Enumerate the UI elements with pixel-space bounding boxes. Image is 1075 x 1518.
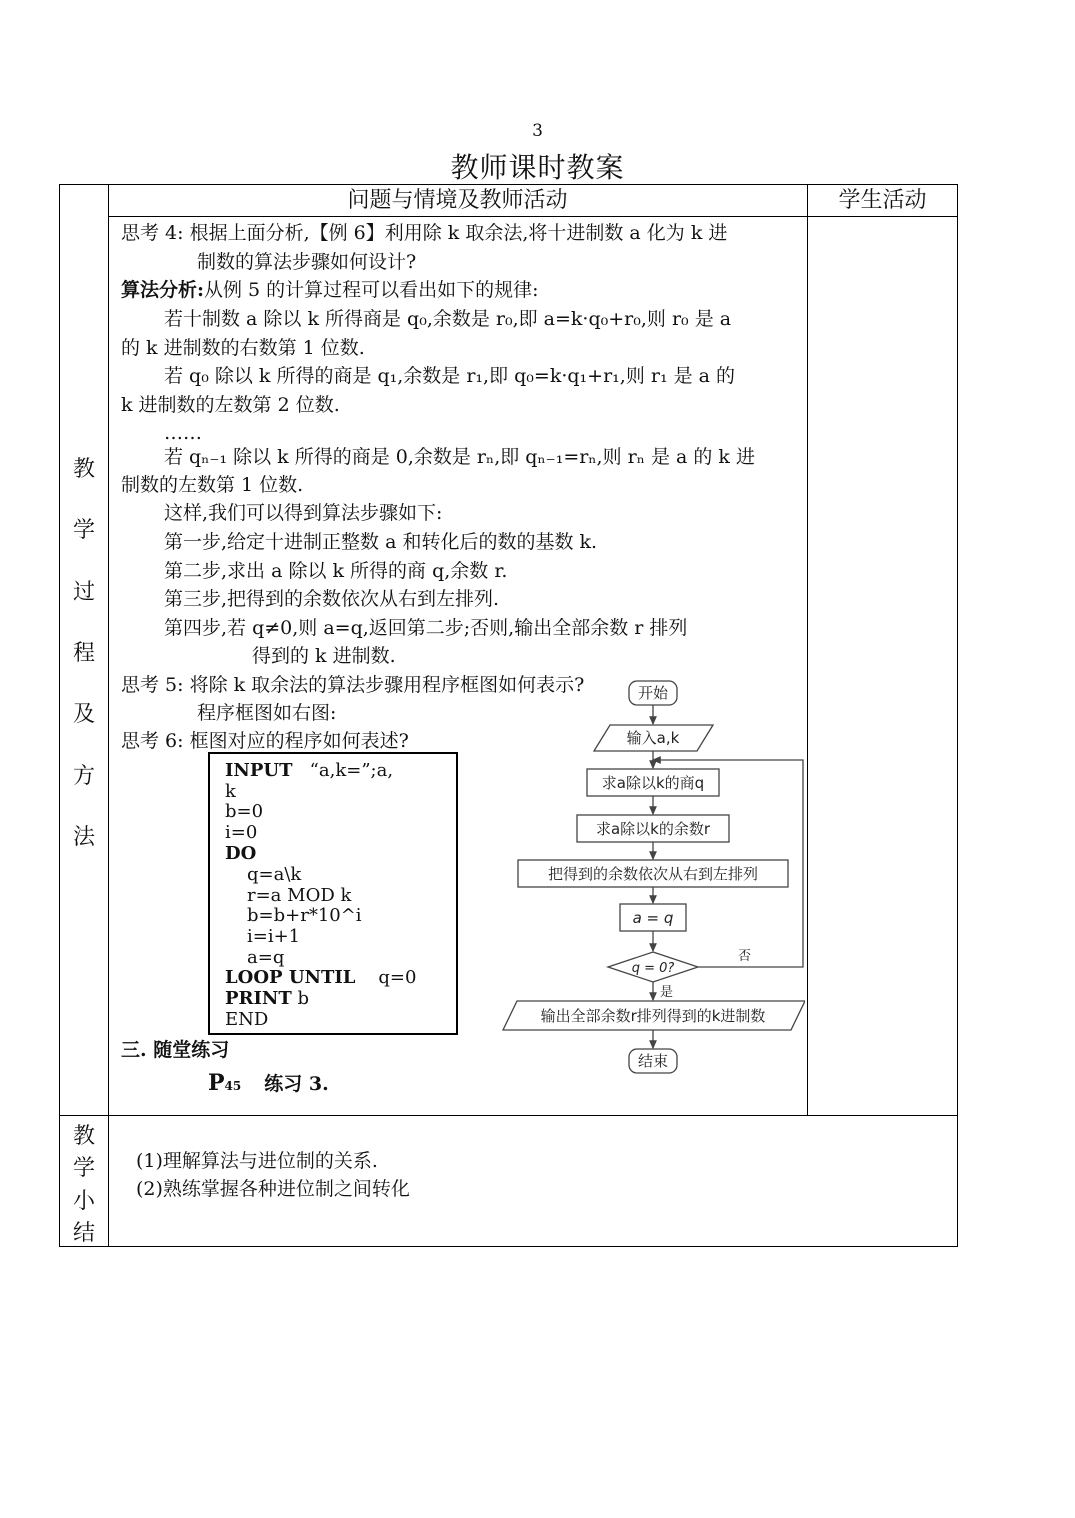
code-line: b=0 — [225, 801, 264, 822]
step-4-line2: 得到的 k 进制数. — [252, 645, 396, 667]
code-line — [225, 760, 393, 781]
think5: 思考 5: 将除 k 取余法的算法步骤用程序框图如何表示? — [121, 674, 585, 696]
paragraph1-line2: 的 k 进制数的右数第 1 位数. — [121, 337, 365, 359]
code-line: q=a\k — [247, 864, 302, 885]
code-text: “a,k=”;a, — [309, 760, 394, 781]
flow-arrange-label: 把得到的余数依次从右到左排列 — [547, 865, 759, 883]
summary-item-1: (1)理解算法与进位制的关系. — [136, 1150, 378, 1172]
think4-line2: 制数的算法步骤如何设计? — [197, 251, 417, 273]
side-label-char: 及 — [72, 702, 95, 727]
flow-no-label: 否 — [738, 949, 752, 964]
code-keyword: INPUT — [225, 760, 293, 781]
practice-line — [208, 1069, 329, 1100]
table-divider — [59, 1115, 958, 1116]
ellipsis: …… — [164, 422, 202, 444]
side-label-char: 程 — [72, 641, 95, 666]
paragraph3-line1: 若 qₙ₋₁ 除以 k 所得的商是 0,余数是 rₙ,即 qₙ₋₁=rₙ,则 rₙ 是 a 的 k 进 — [164, 446, 755, 468]
practice-page-letter: P — [208, 1070, 225, 1096]
paragraph3-line2: 制数的左数第 1 位数. — [121, 474, 304, 496]
code-line: r=a MOD k — [247, 885, 352, 906]
think5-flowchart-note: 程序框图如右图: — [197, 702, 337, 724]
flowchart — [495, 675, 805, 1080]
analysis-label: 算法分析: — [121, 279, 205, 301]
practice-text: 练习 3. — [264, 1073, 329, 1095]
analysis-text: 从例 5 的计算过程可以看出如下的规律: — [204, 279, 539, 301]
flow-assign-label: a = q — [632, 909, 674, 927]
code-line: i=0 — [225, 822, 258, 843]
think6: 思考 6: 框图对应的程序如何表述? — [121, 730, 409, 752]
summary-label-char: 结 — [72, 1221, 95, 1246]
code-line: b=b+r*10^i — [247, 905, 362, 926]
table-divider — [108, 216, 958, 217]
think4-line1: 思考 4: 根据上面分析,【例 6】利用除 k 取余法,将十进制数 a 化为 k 进 — [121, 222, 728, 244]
code-line: i=i+1 — [247, 926, 301, 947]
flow-output-label: 输出全部余数r排列得到的k进制数 — [540, 1007, 766, 1025]
code-line — [225, 988, 309, 1009]
side-label-char: 过 — [72, 580, 95, 605]
side-label-char: 教 — [72, 457, 95, 482]
code-keyword: LOOP UNTIL — [225, 967, 356, 988]
page-number: 3 — [532, 121, 543, 141]
code-line: DO — [225, 843, 257, 864]
paragraph2-line2: k 进制数的左数第 2 位数. — [121, 394, 340, 416]
practice-title: 三. 随堂练习 — [121, 1039, 230, 1061]
code-line: END — [225, 1009, 269, 1030]
flow-input-label: 输入a,k — [626, 729, 680, 747]
step-4-line1: 第四步,若 q≠0,则 a=q,返回第二步;否则,输出全部余数 r 排列 — [164, 617, 688, 639]
step-2: 第二步,求出 a 除以 k 所得的商 q,余数 r. — [164, 560, 508, 582]
header-student: 学生活动 — [838, 188, 927, 213]
flow-decision-label: q = 0? — [631, 961, 675, 976]
steps-intro: 这样,我们可以得到算法步骤如下: — [164, 502, 443, 524]
side-label-char: 法 — [72, 825, 95, 850]
summary-label-char: 教 — [72, 1124, 95, 1149]
side-label-char: 方 — [72, 764, 95, 789]
code-line: a=q — [247, 947, 285, 968]
paragraph1-line1: 若十制数 a 除以 k 所得商是 q₀,余数是 r₀,即 a=k·q₀+r₀,则 r₀ 是 a — [164, 308, 732, 330]
code-line — [225, 967, 416, 988]
code-keyword: PRINT — [225, 988, 292, 1009]
summary-label-char: 学 — [72, 1156, 95, 1181]
summary-item-2: (2)熟练掌握各种进位制之间转化 — [136, 1178, 410, 1200]
flow-quotient-label: 求a除以k的商q — [601, 774, 705, 792]
summary-label-char: 小 — [72, 1189, 95, 1214]
practice-page-sub: 45 — [224, 1079, 242, 1093]
table-divider — [108, 184, 109, 1247]
flow-start-label: 开始 — [637, 684, 669, 702]
page-title: 教师课时教案 — [450, 151, 625, 184]
code-text: q=0 — [378, 967, 417, 988]
step-3: 第三步,把得到的余数依次从右到左排列. — [164, 588, 500, 610]
flow-yes-label: 是 — [660, 985, 674, 1000]
paragraph2-line1: 若 q₀ 除以 k 所得的商是 q₁,余数是 r₁,即 q₀=k·q₁+r₁,则 r₁ 是 a 的 — [164, 365, 736, 387]
header-main: 问题与情境及教师活动 — [347, 188, 568, 213]
flow-end-label: 结束 — [637, 1052, 669, 1070]
code-text: b — [297, 988, 310, 1009]
step-1: 第一步,给定十进制正整数 a 和转化后的数的基数 k. — [164, 531, 598, 553]
side-label-char: 学 — [72, 518, 95, 543]
table-divider — [807, 184, 808, 1115]
flow-remainder-label: 求a除以k的余数r — [595, 820, 711, 838]
analysis-line — [121, 276, 539, 304]
code-line: k — [225, 781, 236, 802]
